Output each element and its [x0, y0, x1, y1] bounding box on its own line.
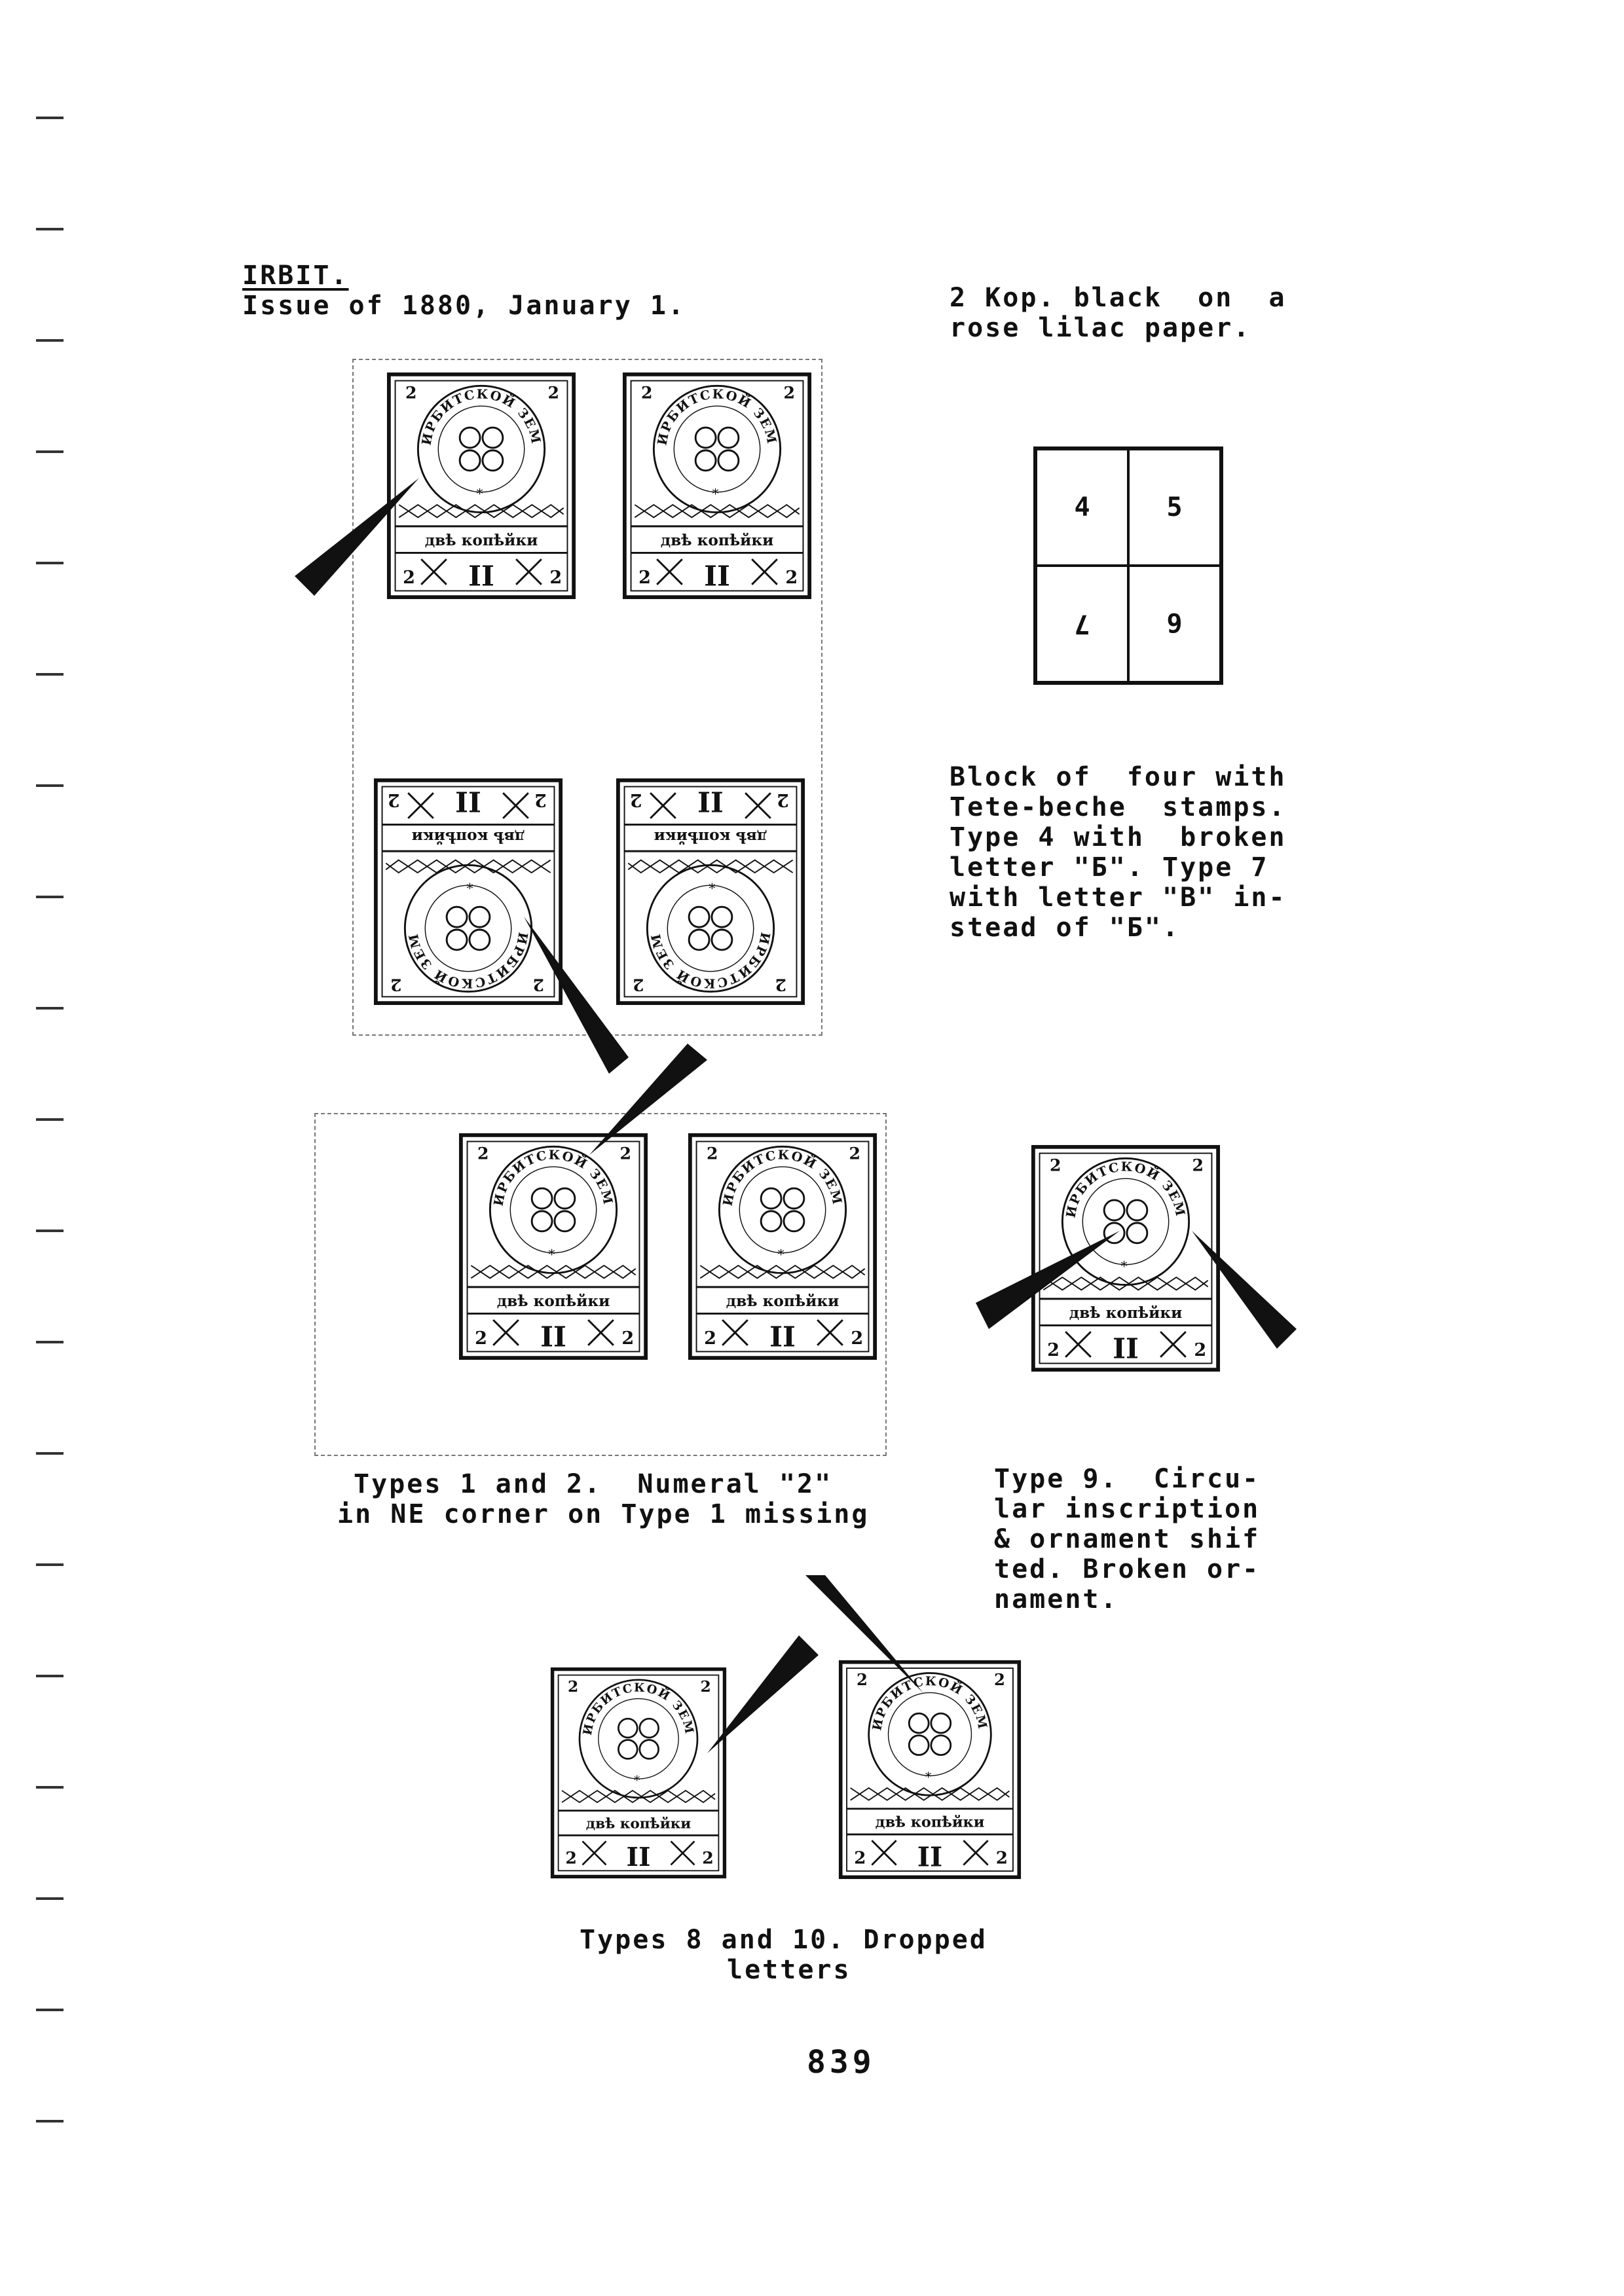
- block-cell: 4: [1036, 449, 1128, 566]
- caption-line: with letter "B" in-: [950, 883, 1287, 913]
- types-1-2-caption-line-1: Types 1 and 2. Numeral "2": [354, 1469, 833, 1499]
- pointer-type-9-right: [1192, 1231, 1297, 1349]
- types-8-10-caption-line-2: letters: [727, 1955, 851, 1985]
- types-8-10-caption-line-1: Types 8 and 10. Dropped: [580, 1925, 987, 1955]
- pointer-type-4: [295, 471, 419, 596]
- block-of-four-diagram: [1033, 446, 1223, 685]
- stamp-type-1: [458, 1130, 648, 1363]
- caption-line: letter "Б". Type 7: [950, 852, 1269, 883]
- page-number: 839: [807, 2044, 876, 2081]
- caption-line: & ornament shif: [994, 1524, 1261, 1554]
- stamp-type-8: [550, 1663, 727, 1883]
- pointer-type-10: [805, 1575, 923, 1693]
- stamp-type-9-inverted: [616, 778, 805, 1006]
- place-heading: IRBIT.: [242, 261, 349, 291]
- caption-line: Type 4 with broken: [950, 822, 1287, 852]
- caption-line: Type 9. Circu-: [994, 1464, 1261, 1494]
- stamp-type-5: [622, 372, 812, 600]
- caption-line: stead of "Б".: [950, 913, 1181, 943]
- caption-line: Block of four with: [950, 762, 1287, 792]
- block-cell: 5: [1128, 449, 1221, 566]
- caption-line: nament.: [994, 1584, 1118, 1614]
- pointer-type-1: [589, 1044, 707, 1155]
- pointer-type-8: [707, 1635, 819, 1753]
- block-cell-inverted: 7: [1036, 566, 1128, 682]
- types-1-2-caption-line-2: in NE corner on Type 1 missing: [337, 1499, 870, 1529]
- block-cell: 9: [1128, 566, 1221, 682]
- stamp-description-line-2: rose lilac paper.: [950, 313, 1251, 343]
- stamp-type-2: [688, 1130, 877, 1363]
- caption-line: lar inscription: [994, 1494, 1261, 1524]
- caption-line: Tete-beche stamps.: [950, 792, 1287, 822]
- caption-line: ted. Broken or-: [994, 1554, 1261, 1584]
- stamp-description-line-1: 2 Kop. black on a: [950, 283, 1287, 313]
- pointer-type-9-left: [976, 1231, 1120, 1329]
- issue-date: Issue of 1880, January 1.: [242, 291, 686, 321]
